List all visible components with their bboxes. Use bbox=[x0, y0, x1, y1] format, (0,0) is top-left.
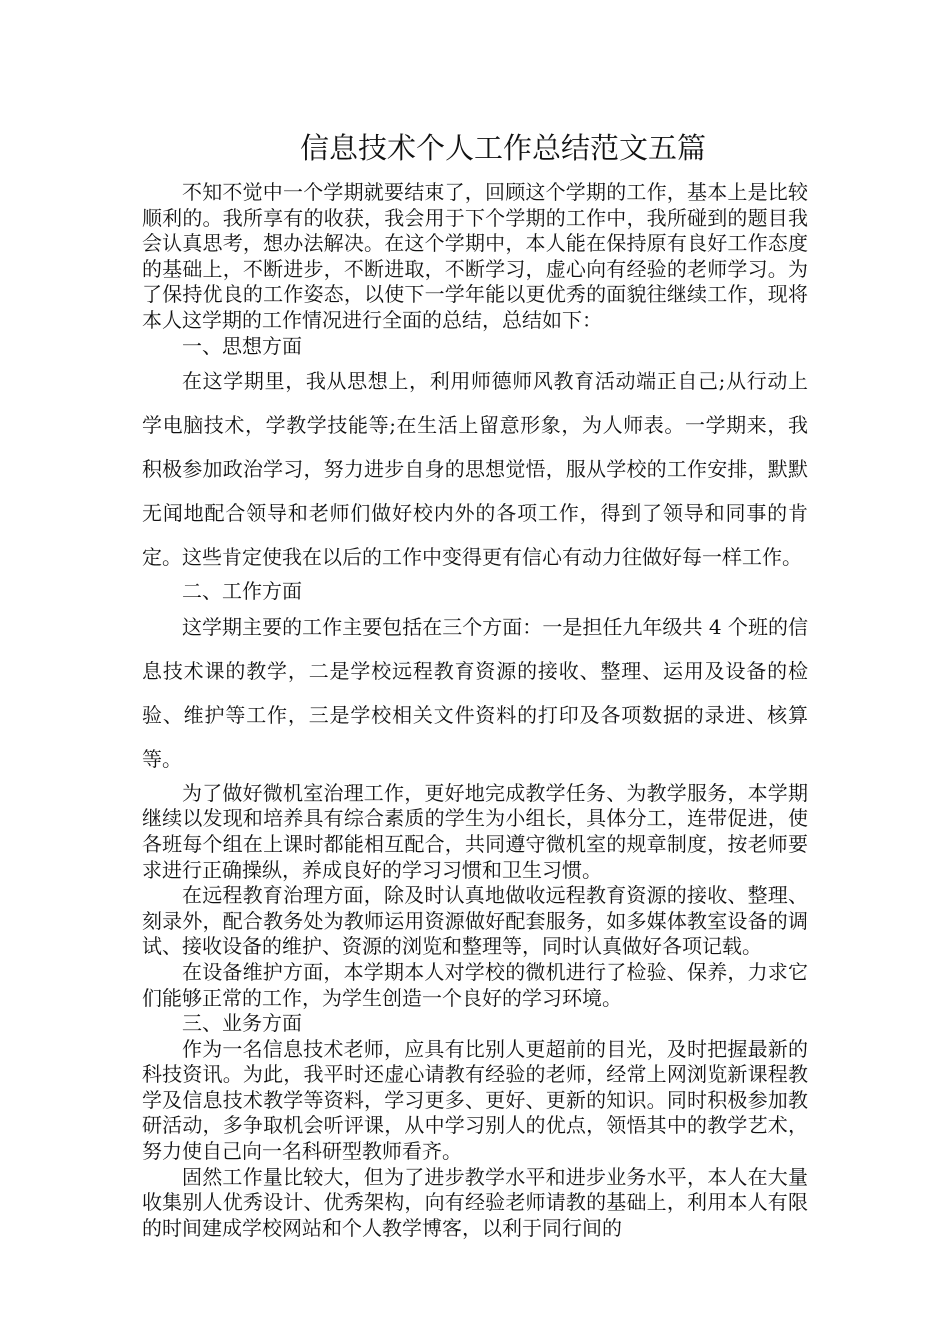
document-title: 信息技术个人工作总结范文五篇 bbox=[300, 131, 707, 165]
paragraph-website: 固然工作量比较大，但为了进步教学水平和进步业务水平，本人在大量收集别人优秀设计、优秀架构，向有经验老师请教的基础上，利用本人有限的时间建成学校网站和个人教学博客，以利于同行间的 bbox=[142, 1164, 808, 1240]
paragraph-remote-education: 在远程教育治理方面，除及时认真地做收远程教育资源的接收、整理、刻录外，配合教务处为教师运用资源做好配套服务，如多媒体教室设备的调试、接收设备的维护、资源的浏览和整理等，同时认真做好各项记载。 bbox=[142, 883, 808, 959]
paragraph-computer-room: 为了做好微机室治理工作，更好地完成教学任务、为教学服务，本学期继续以发现和培养具有综合素质的学生为小组长，具体分工，连带促进，使各班每个组在上课时都能相互配合，共同遵守微机室的规章制度，按老师要求进行正确操纵，养成良好的学习习惯和卫生习惯。 bbox=[142, 780, 808, 882]
paragraph-work-overview: 这学期主要的工作主要包括在三个方面：一是担任九年级共 4 个班的信息技术课的教学，二是学校远程教育资源的接收、整理、运用及设备的检验、维护等工作，三是学校相关文件资料的打印及各项数据的录进、核算等。 bbox=[142, 614, 808, 771]
section-heading-work: 二、工作方面 bbox=[182, 579, 302, 604]
document-page bbox=[142, 128, 808, 1241]
paragraph-equipment: 在设备维护方面，本学期本人对学校的微机进行了检验、保养，力求它们能够正常的工作，为学生创造一个良好的学习环境。 bbox=[142, 959, 808, 1010]
paragraph-intro: 不知不觉中一个学期就要结束了，回顾这个学期的工作，基本上是比较顺利的。我所享有的收获，我会用于下个学期的工作中，我所碰到的题目我会认真思考，想办法解决。在这个学期中，本人能在保持原有良好工作态度的基础上，不断进步，不断进取，不断学习，虚心向有经验的老师学习。为了保持优良的工作姿态，以使下一学年能以更优秀的面貌往继续工作，现将本人这学期的工作情况进行全面的总结，总结如下： bbox=[142, 180, 808, 332]
paragraph-thought: 在这学期里，我从思想上，利用师德师风教育活动端正自己;从行动上学电脑技术，学教学技能等;在生活上留意形象，为人师表。一学期来，我积极参加政治学习，努力进步自身的思想觉悟，服从学校的工作安排，默默无闻地配合领导和老师们做好校内外的各项工作，得到了领导和同事的肯定。这些肯定使我在以后的工作中变得更有信心有动力往做好每一样工作。 bbox=[142, 369, 808, 570]
section-heading-thought: 一、思想方面 bbox=[182, 333, 302, 358]
section-heading-business: 三、业务方面 bbox=[182, 1011, 302, 1036]
paragraph-business: 作为一名信息技术老师，应具有比别人更超前的目光，及时把握最新的科技资讯。为此，我平时还虚心请教有经验的老师，经常上网浏览新课程教学及信息技术教学等资料，学习更多、更好、更新的知识。同时积极参加教研活动，多争取机会听评课，从中学习别人的优点，领悟其中的教学艺术，努力使自己向一名科研型教师看齐。 bbox=[142, 1036, 808, 1164]
